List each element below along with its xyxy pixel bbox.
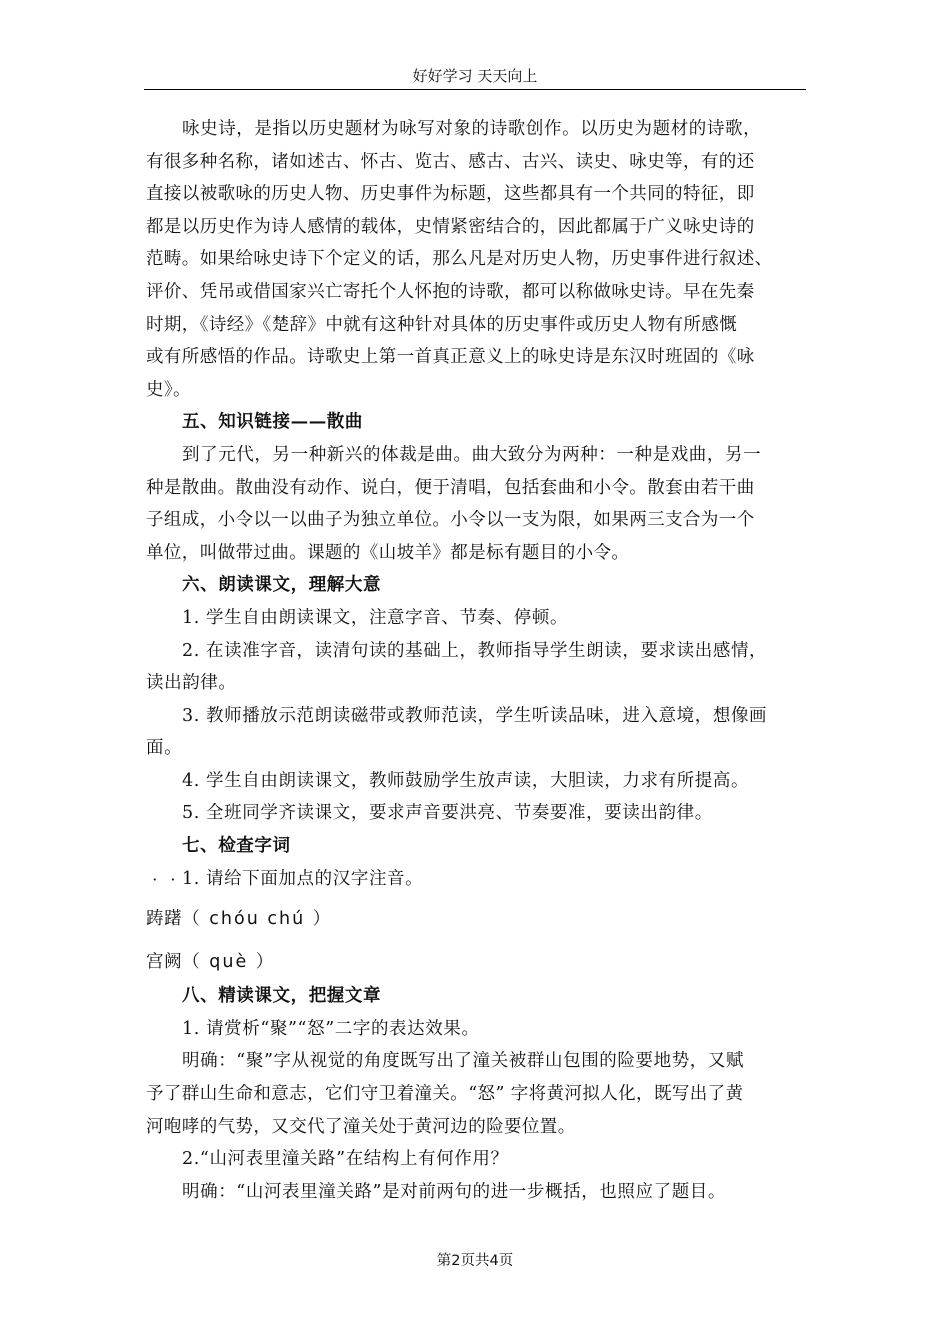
paragraph-line: 直接以被歌咏的历史人物、历史事件为标题，这些都具有一个共同的特征，即 <box>146 184 755 205</box>
list-item: 1. 请给下面加点的汉字注音。 <box>182 868 424 889</box>
paragraph-line: 范畴。如果给咏史诗下个定义的话，那么凡是对历史人物，历史事件进行叙述、 <box>146 249 773 270</box>
list-item: 5. 全班同学齐读课文，要求声音要洪亮、节奏要准，要读出韵律。 <box>182 803 713 824</box>
list-item-continuation: 读出韵律。 <box>146 673 237 694</box>
list-item: 1. 学生自由朗读课文，注意字音、节奏、停顿。 <box>182 607 569 628</box>
page-footer: 第2页共4页 <box>436 1253 514 1269</box>
paragraph-line: 单位，叫做带过曲。课题的《山坡羊》都是标有题目的小令。 <box>146 542 630 563</box>
document-body <box>146 113 822 1208</box>
vocab-row <box>146 938 822 980</box>
paragraph-line: 有很多种名称，诸如述古、怀古、览古、感古、古兴、读史、咏史等，有的还 <box>146 151 755 172</box>
paragraph-line: 评价、凭吊或借国家兴亡寄托个人怀抱的诗歌，都可以称做咏史诗。早在先秦 <box>146 281 755 302</box>
dotted-character: 阙 <box>164 952 183 973</box>
page-header: 好好学习 天天向上 <box>412 67 538 85</box>
paragraph-line: 都是以历史作为诗人感情的载体，史情紧密结合的，因此都属于广义咏史诗的 <box>146 216 755 237</box>
section-heading-5: 五、知识链接——散曲 <box>182 412 363 433</box>
pinyin-answer: （ què ） <box>182 952 276 973</box>
answer-line: 明确：“山河表里潼关路”是对前两句的进一步概括，也照应了题目。 <box>182 1181 726 1202</box>
section-heading-6: 六、朗读课文，理解大意 <box>182 575 382 596</box>
paragraph-line: 咏史诗，是指以历史题材为咏写对象的诗歌创作。以历史为题材的诗歌， <box>182 119 762 139</box>
paragraph-line: 史》。 <box>146 379 191 400</box>
answer-line: 予了群山生命和意志，它们守卫着潼关。“怒” 字将黄河拟人化，既写出了黄 <box>146 1084 744 1105</box>
paragraph-line: 子组成，小令以一以曲子为独立单位。小令以一支为限，如果两三支合为一个 <box>146 510 755 531</box>
paragraph-line: 种是散曲。散曲没有动作、说白，便于清唱，包括套曲和小令。散套由若干曲 <box>146 477 755 498</box>
list-item: 1. 请赏析“聚”“怒”二字的表达效果。 <box>182 1018 480 1039</box>
list-item: 2. 在读准字音，读清句读的基础上，教师指导学生朗读，要求读出感情， <box>182 640 768 661</box>
plain-character: 宫 <box>146 952 165 973</box>
paragraph-line: 时期，《诗经》《楚辞》中就有这种针对具体的历史事件或历史人物有所感慨 <box>146 314 738 335</box>
section-heading-8: 八、精读课文，把握文章 <box>182 986 382 1007</box>
answer-line: 明确：“聚”字从视觉的角度既写出了潼关被群山包围的险要地势，又赋 <box>182 1051 745 1072</box>
list-item: 2.“山河表里潼关路”在结构上有何作用？ <box>182 1149 509 1170</box>
section-heading-7: 七、检查字词 <box>182 836 291 857</box>
answer-line: 河咆哮的气势，又交代了潼关处于黄河边的险要位置。 <box>146 1116 576 1137</box>
dotted-character: 踌 <box>146 909 165 930</box>
header-divider <box>144 89 806 90</box>
vocab-row <box>146 895 822 938</box>
list-item: 4. 学生自由朗读课文，教师鼓励学生放声读，大胆读，力求有所提高。 <box>182 770 750 791</box>
dotted-character: 躇 <box>164 909 183 930</box>
paragraph-line: 到了元代，另一种新兴的体裁是曲。曲大致分为两种：一种是戏曲，另一 <box>182 444 762 465</box>
pinyin-answer: （ chóu chú ） <box>182 909 333 930</box>
paragraph-line: 或有所感悟的作品。诗歌史上第一首真正意义上的咏史诗是东汉时班固的《咏 <box>146 347 755 368</box>
list-item-continuation: 面。 <box>146 738 183 759</box>
list-item: 3. 教师播放示范朗读磁带或教师范读，学生听读品味，进入意境，想像画 <box>182 705 768 726</box>
